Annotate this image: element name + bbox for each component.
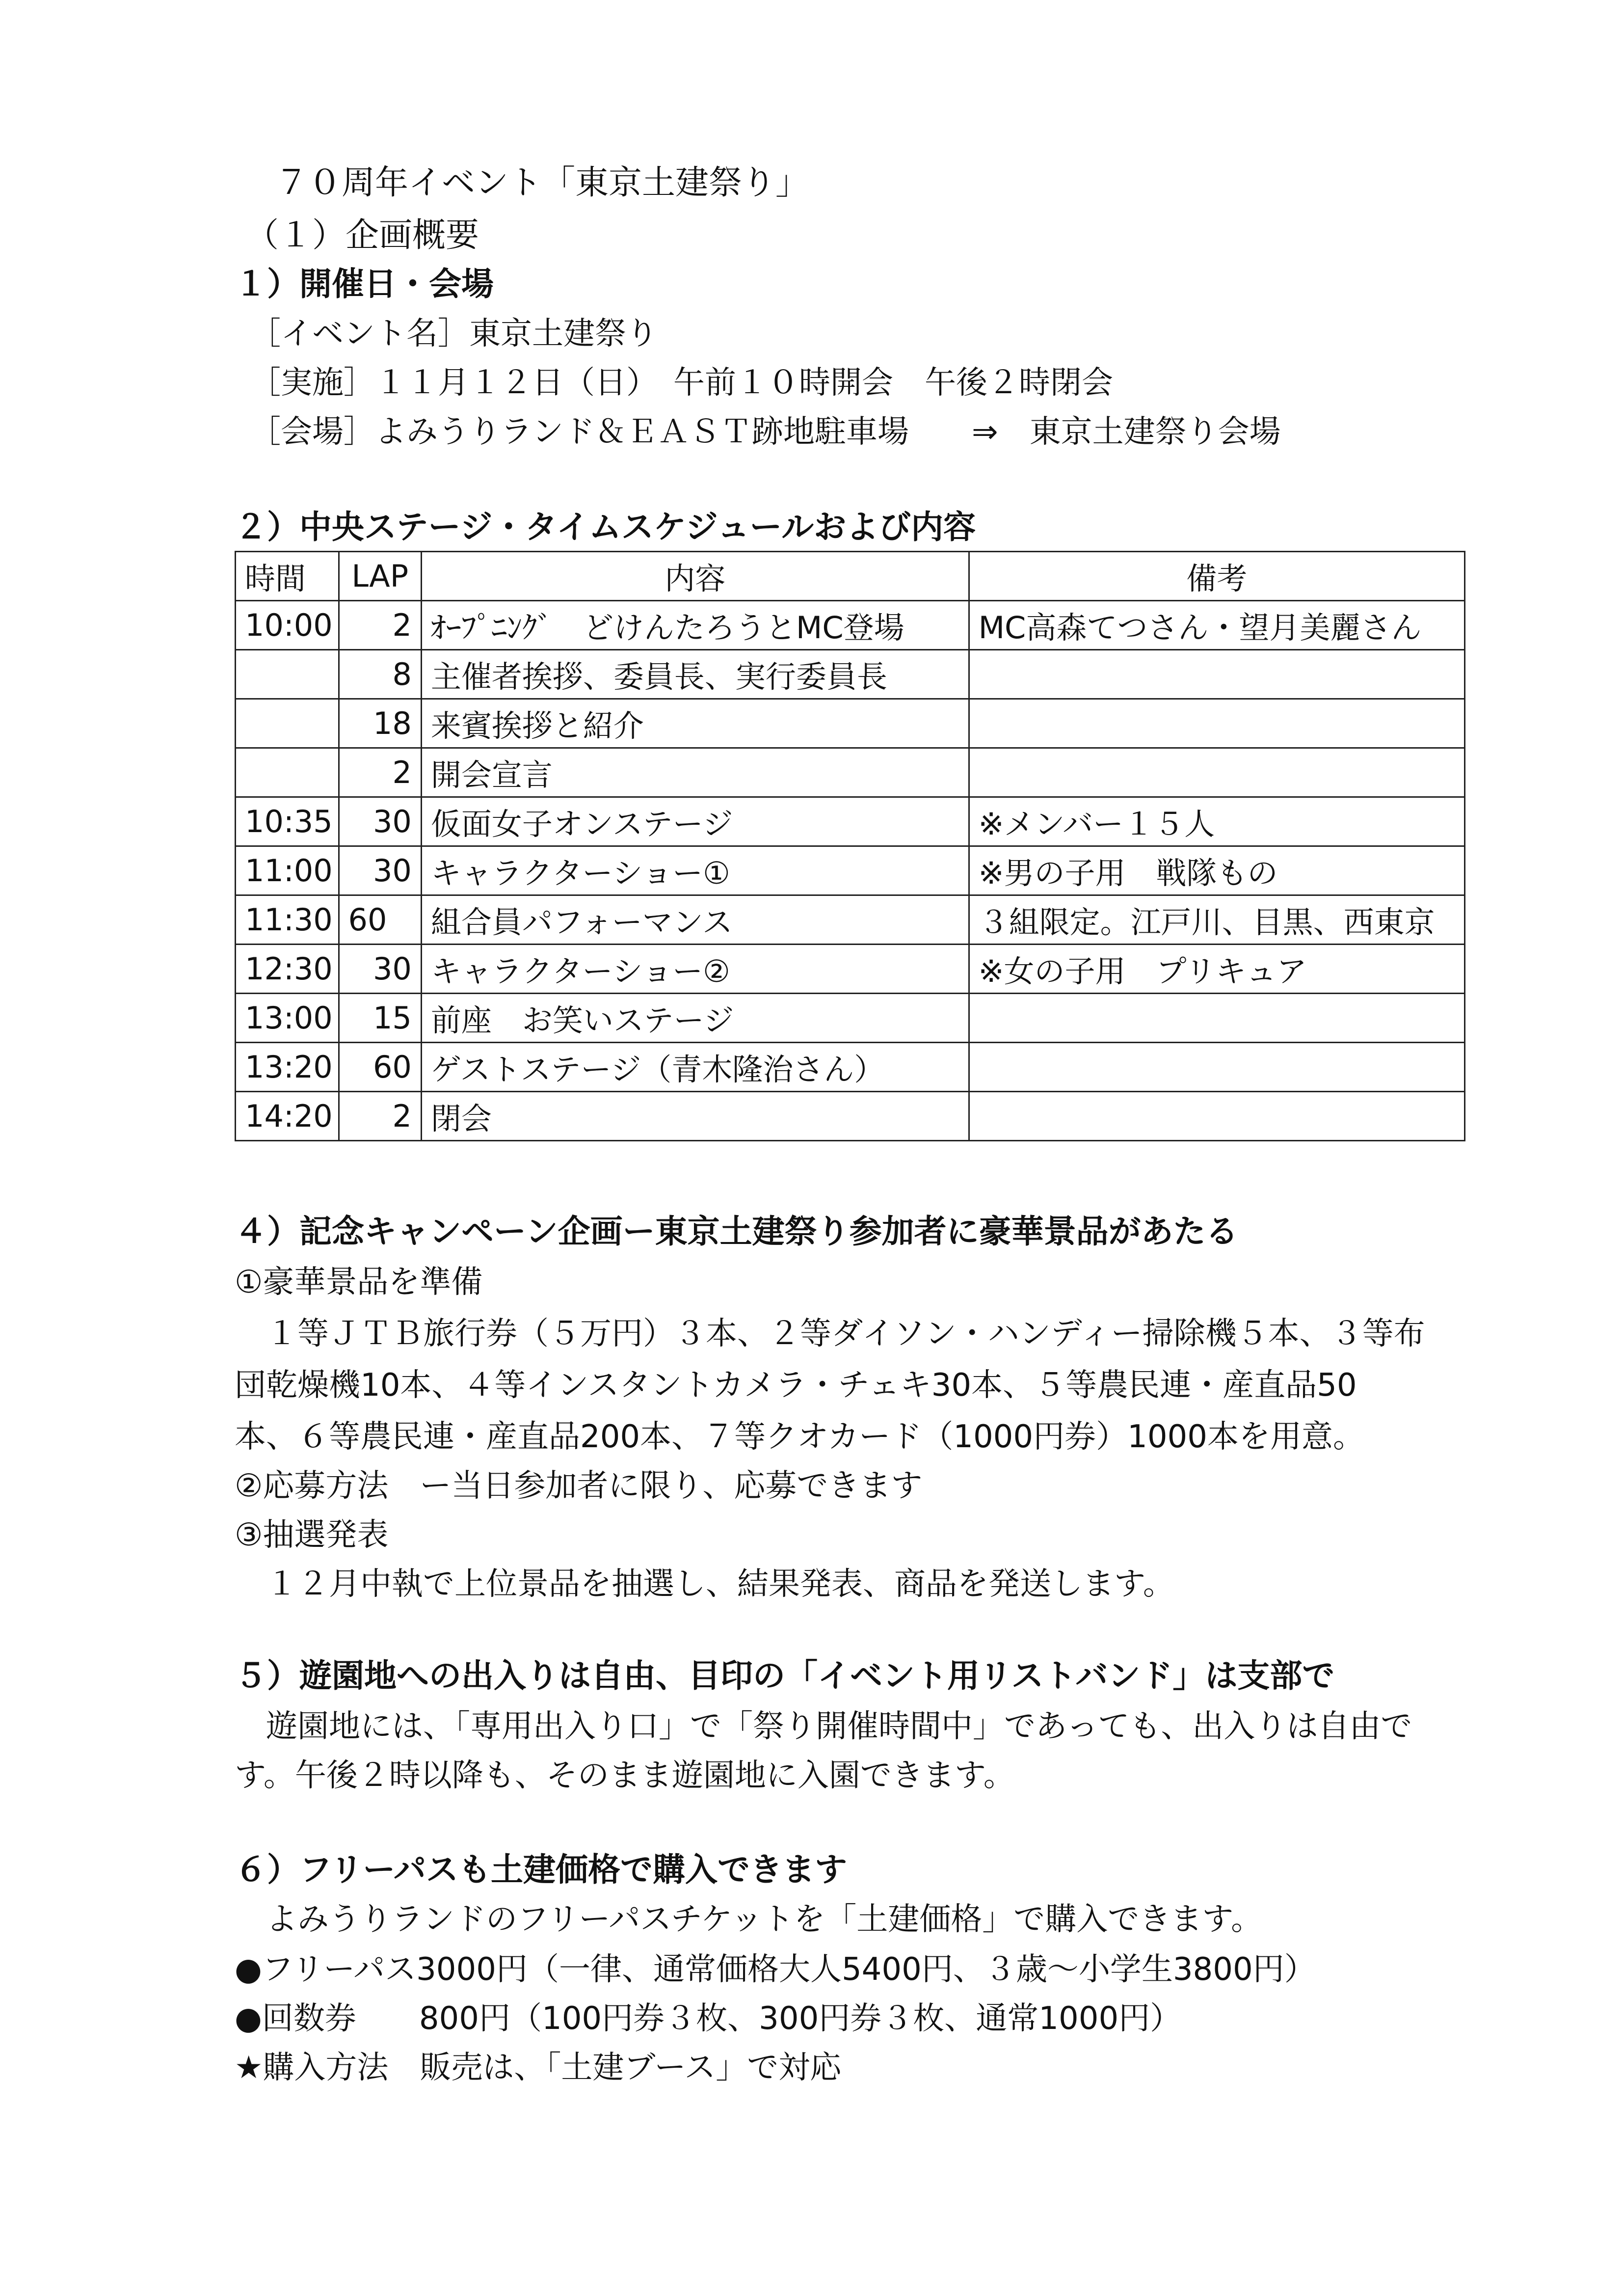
row-lap: 8 (339, 650, 421, 699)
event-venue-line: ［会場］よみうりランド＆ＥＡＳＴ跡地駐車場 ⇒ 東京土建祭り会場 (249, 414, 1281, 450)
table-row (236, 748, 1465, 797)
row-note: MC高森てつさん・望月美麗さん (969, 601, 1464, 650)
page-title: ７０周年イベント「東京土建祭り」 (275, 163, 809, 202)
row-note (969, 994, 1464, 1043)
event-date-line: ［実施］１１月１２日（日） 午前１０時開会 午後２時閉会 (249, 365, 1113, 401)
lottery-detail: １２月中執で上位景品を抽選し、結果発表、商品を発送します。 (235, 1566, 1174, 1602)
row-lap: 2 (339, 748, 421, 797)
table-row (236, 1092, 1465, 1141)
row-note (969, 650, 1464, 699)
table-row (236, 994, 1465, 1043)
row-time: 13:00 (236, 994, 339, 1043)
row-lap: 30 (339, 797, 421, 846)
freepass-price: ●フリーパス3000円（一律、通常価格大人5400円、３歳～小学生3800円） (235, 1951, 1316, 1988)
row-note (969, 699, 1464, 748)
table-row (236, 895, 1465, 945)
row-lap: 30 (339, 846, 421, 895)
table-row (236, 1043, 1465, 1092)
section-plan-heading: （１）企画概要 (245, 216, 479, 255)
row-content: ゲストステージ（青木隆治さん） (421, 1043, 969, 1092)
freepass-line: よみうりランドのフリーパスチケットを「土建価格」で購入できます。 (235, 1901, 1263, 1938)
section-5-heading: ５）遊園地への出入りは自由、目印の「イベント用リストバンド」は支部で (235, 1657, 1335, 1695)
row-content: 前座 お笑いステージ (421, 994, 969, 1043)
table-row (236, 650, 1465, 699)
row-lap: 2 (339, 601, 421, 650)
park-line: 遊園地には、「専用出入り口」で「祭り開催時間中」であっても、出入りは自由で (235, 1708, 1412, 1745)
row-content: 閉会 (421, 1092, 969, 1141)
header-content: 内容 (421, 552, 969, 601)
row-content: 来賓挨拶と紹介 (421, 699, 969, 748)
event-name-line: ［イベント名］東京土建祭り (249, 316, 658, 352)
table-row (236, 699, 1465, 748)
row-note (969, 1092, 1464, 1141)
prize-item-1: ①豪華景品を準備 (235, 1264, 483, 1300)
row-note: ３組限定。江戸川、目黒、西東京 (969, 895, 1464, 945)
prize-line: 団乾燥機10本、４等インスタントカメラ・チェキ30本、５等農民連・産直品50 (235, 1367, 1357, 1404)
row-note (969, 748, 1464, 797)
row-content: 組合員パフォーマンス (421, 895, 969, 945)
row-lap: 15 (339, 994, 421, 1043)
header-note: 備考 (969, 552, 1464, 601)
row-time (236, 748, 339, 797)
row-time (236, 650, 339, 699)
prize-line: 本、６等農民連・産直品200本、７等クオカード（1000円券）1000本を用意。 (235, 1419, 1364, 1455)
row-time: 14:20 (236, 1092, 339, 1141)
header-time: 時間 (236, 552, 339, 601)
row-lap: 2 (339, 1092, 421, 1141)
schedule-header-row (236, 552, 1465, 601)
table-row (236, 945, 1465, 994)
row-content: 主催者挨拶、委員長、実行委員長 (421, 650, 969, 699)
row-time: 11:00 (236, 846, 339, 895)
row-note: ※メンバー１５人 (969, 797, 1464, 846)
section-6-heading: ６）フリーパスも土建価格で購入できます (235, 1851, 848, 1889)
row-content: キャラクターショー① (421, 846, 969, 895)
application-method: ②応募方法 ー当日参加者に限り、応募できます (235, 1468, 923, 1504)
row-time: 13:20 (236, 1043, 339, 1092)
row-note: ※女の子用 プリキュア (969, 945, 1464, 994)
table-row (236, 846, 1465, 895)
purchase-method: ★購入方法 販売は、「土建ブース」で対応 (235, 2050, 842, 2086)
park-line: す。午後２時以降も、そのまま遊園地に入園できます。 (235, 1757, 1015, 1794)
row-content: キャラクターショー② (421, 945, 969, 994)
row-time: 10:00 (236, 601, 339, 650)
section-1-heading: １）開催日・会場 (235, 265, 494, 303)
schedule-table (235, 551, 1465, 1141)
coupon-price: ●回数券 800円（100円券３枚、300円券３枚、通常1000円） (235, 2000, 1182, 2037)
row-time: 10:35 (236, 797, 339, 846)
row-lap: 18 (339, 699, 421, 748)
table-row (236, 601, 1465, 650)
row-time (236, 699, 339, 748)
row-content: 仮面女子オンステージ (421, 797, 969, 846)
row-content: ｵｰﾌﾟﾆﾝｸﾞ どけんたろうとMC登場 (421, 601, 969, 650)
row-content: 開会宣言 (421, 748, 969, 797)
prize-line: １等ＪＴＢ旅行券（５万円）３本、２等ダイソン・ハンディー掃除機５本、３等布 (235, 1316, 1425, 1352)
row-lap: 30 (339, 945, 421, 994)
lottery-item: ③抽選発表 (235, 1517, 389, 1553)
header-lap: LAP (339, 552, 421, 601)
row-note (969, 1043, 1464, 1092)
row-lap: 60 (339, 1043, 421, 1092)
row-note: ※男の子用 戦隊もの (969, 846, 1464, 895)
row-time: 11:30 (236, 895, 339, 945)
table-row (236, 797, 1465, 846)
row-time: 12:30 (236, 945, 339, 994)
section-4-heading: ４）記念キャンペーン企画ー東京土建祭り参加者に豪華景品があたる (235, 1213, 1238, 1250)
section-2-heading: ２）中央ステージ・タイムスケジュールおよび内容 (235, 508, 976, 546)
row-lap: 60 (339, 895, 421, 945)
